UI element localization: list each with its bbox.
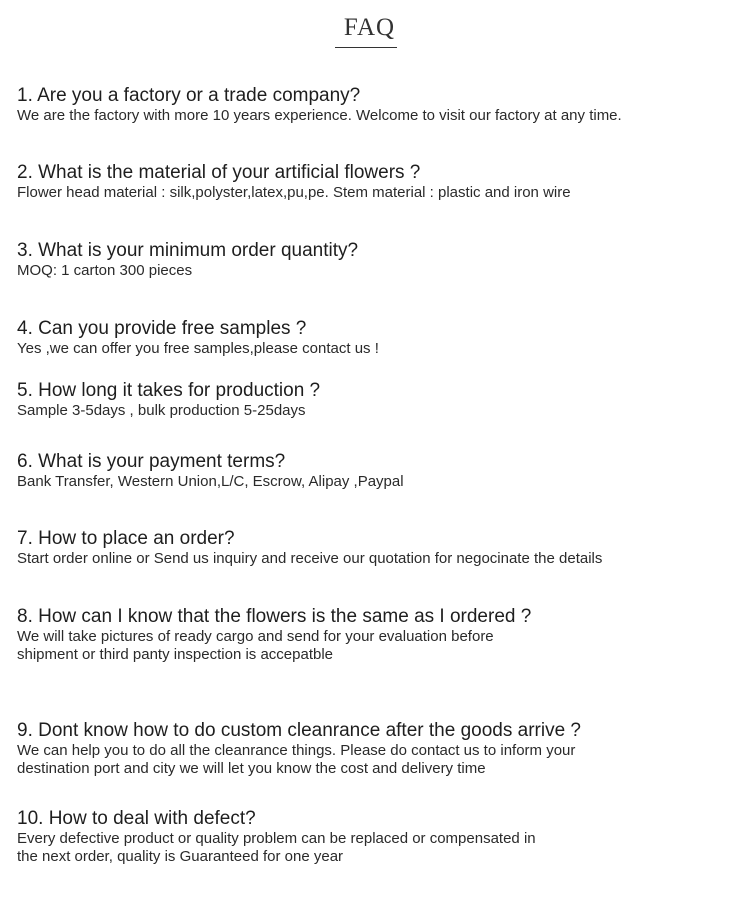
faq-item-4 [17,317,717,358]
faq-question: 8. How can I know that the flowers is the same as I ordered ? [17,606,532,627]
faq-answer: Sample 3-5days , bulk production 5-25days [17,402,306,419]
faq-question: 1. Are you a factory or a trade company? [17,85,361,106]
faq-answer: We can help you to do all the cleanrance things. Please do contact us to inform your destination port and city we will let you know the cost and delivery time [17,742,576,777]
faq-question: 10. How to deal with defect? [17,808,256,829]
faq-answer: Yes ,we can offer you free samples,please contact us ! [17,340,379,357]
faq-question: 4. Can you provide free samples ? [17,318,307,339]
faq-answer: We will take pictures of ready cargo and send for your evaluation before shipment or third panty inspection is accepatble [17,628,494,663]
faq-answer: MOQ: 1 carton 300 pieces [17,262,193,279]
faq-answer: Every defective product or quality problem can be replaced or compensated in the next order, quality is Guaranteed for one year [17,830,536,865]
faq-item-6 [17,450,717,491]
faq-item-7 [17,527,717,568]
faq-item-8 [17,605,717,664]
faq-item-3 [17,239,717,280]
faq-question: 6. What is your payment terms? [17,451,286,472]
faq-question: 7. How to place an order? [17,528,235,549]
faq-answer: Bank Transfer, Western Union,L/C, Escrow, Alipay ,Paypal [17,473,404,490]
faq-answer: We are the factory with more 10 years experience. Welcome to visit our factory at any time. [17,107,622,124]
title-underline [335,47,397,48]
faq-question: 3. What is your minimum order quantity? [17,240,359,261]
faq-item-5 [17,379,717,420]
faq-answer: Start order online or Send us inquiry and receive our quotation for negocinate the details [17,550,603,567]
faq-question: 9. Dont know how to do custom cleanrance after the goods arrive ? [17,720,581,741]
faq-question: 5. How long it takes for production ? [17,380,321,401]
faq-question: 2. What is the material of your artificial flowers ? [17,162,421,183]
faq-item-2 [17,161,717,202]
page-title: FAQ [343,14,396,41]
faq-item-9 [17,719,717,778]
faq-answer: Flower head material : silk,polyster,latex,pu,pe. Stem material : plastic and iron wire [17,184,571,201]
faq-item-1 [17,84,717,125]
faq-item-10 [17,807,717,866]
